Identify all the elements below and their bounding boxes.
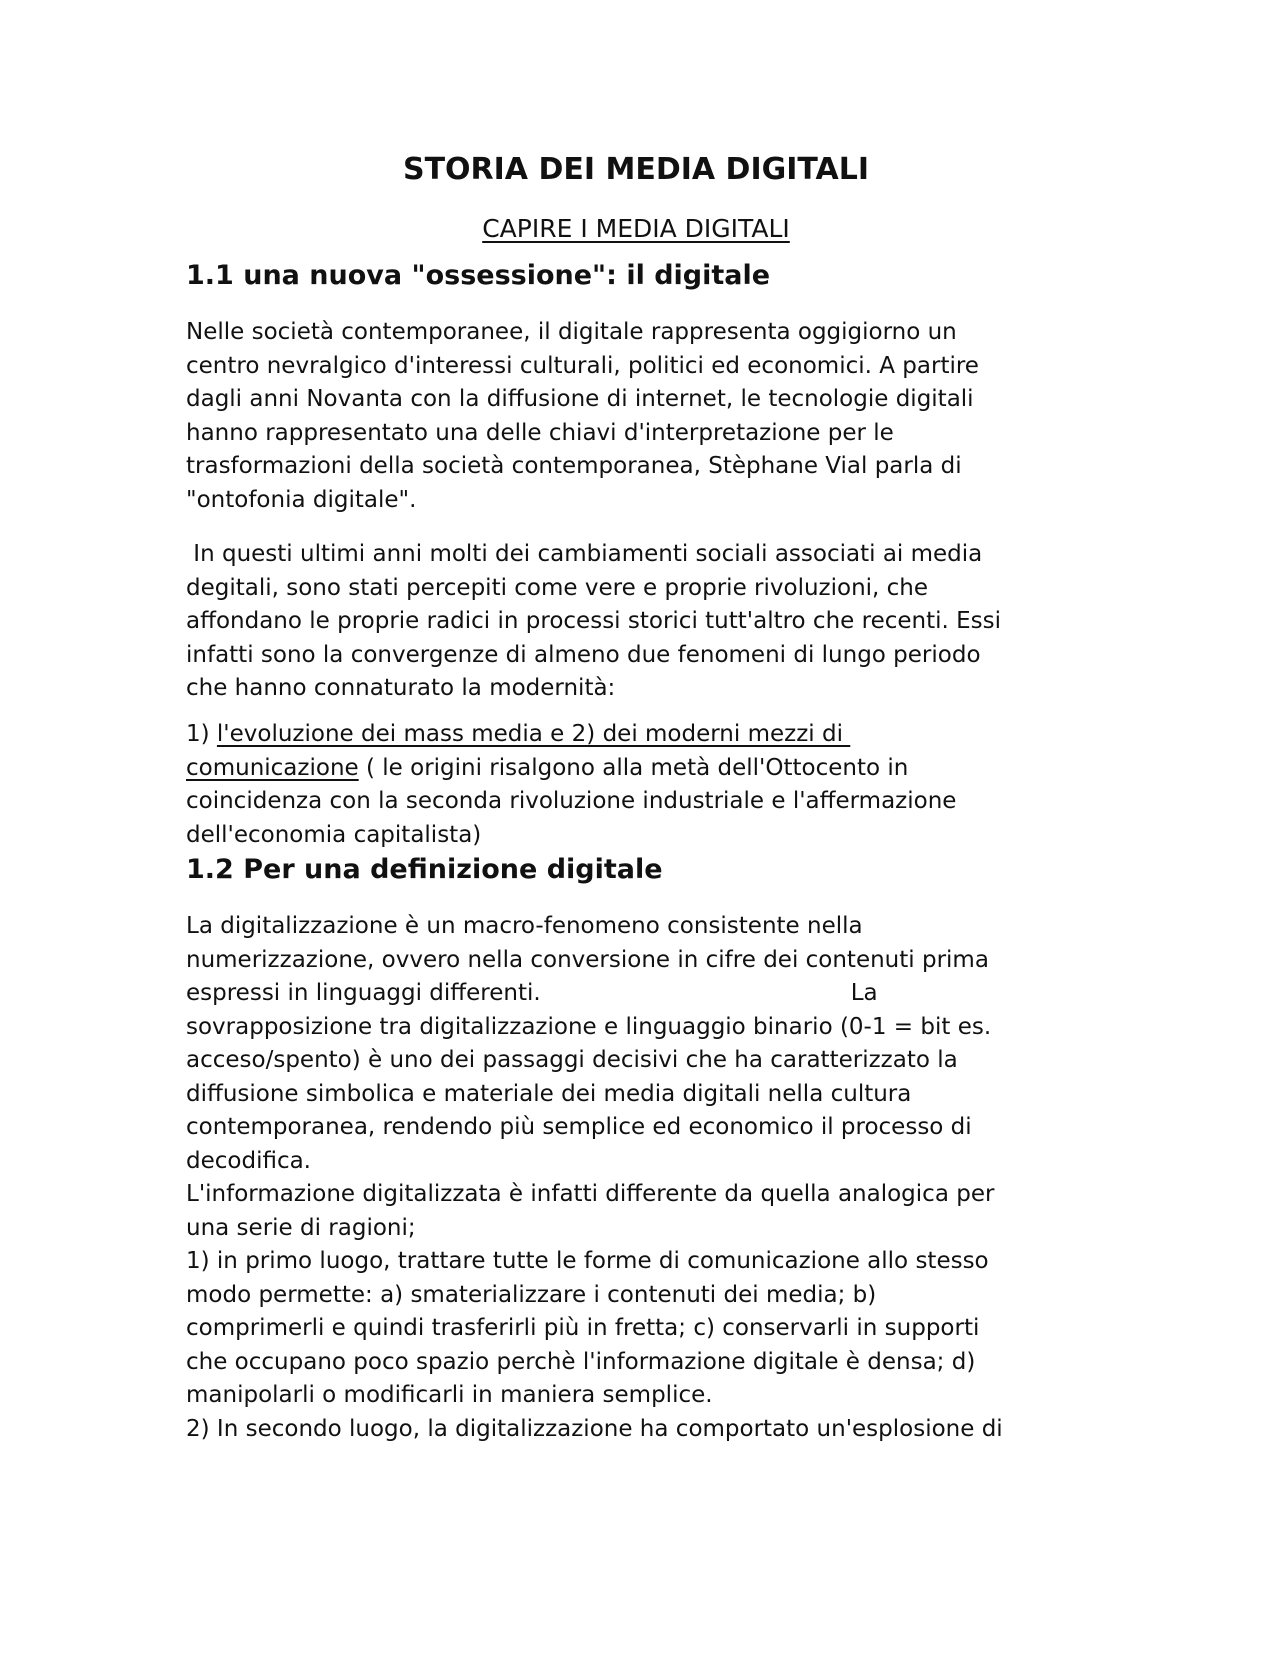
section-1-paragraph-1 xyxy=(186,316,1086,517)
text-run: ( le origini risalgono alla metà dell'Ottocento in xyxy=(358,754,909,781)
underlined-text: comunicazione xyxy=(186,754,359,781)
text-line: modo permette: a) smaterializzare i contenuti dei media; b) xyxy=(186,1281,877,1308)
text-line: 2) In secondo luogo, la digitalizzazione ha comportato un'esplosione di xyxy=(186,1415,1003,1442)
text-line: trasformazioni della società contemporanea, Stèphane Vial parla di xyxy=(186,453,962,479)
text-line: 1) in primo luogo, trattare tutte le forme di comunicazione allo stesso xyxy=(186,1248,989,1274)
text-line: Nelle società contemporanee, il digitale rappresenta oggigiorno un xyxy=(186,319,957,345)
text-line: una serie di ragioni; xyxy=(186,1214,416,1241)
text-line xyxy=(186,752,1086,786)
text-line: dagli anni Novanta con la diffusione di internet, le tecnologie digitali xyxy=(186,386,974,412)
text-line: affondano le proprie radici in processi storici tutt'altro che recenti. Essi xyxy=(186,608,1002,634)
list-prefix: 1) xyxy=(186,721,217,747)
subtitle-text: CAPIRE I MEDIA DIGITALI xyxy=(482,214,790,243)
text-line: manipolarli o modificarli in maniera semplice. xyxy=(186,1382,713,1408)
text-line: che hanno connaturato la modernità: xyxy=(186,675,616,701)
text-line: La digitalizzazione è un macro-fenomeno consistente nella xyxy=(186,913,863,939)
text-line: diffusione simbolica e materiale dei media digitali nella cultura xyxy=(186,1080,912,1107)
text-line: sovrapposizione tra digitalizzazione e linguaggio binario (0-1 = bit es. xyxy=(186,1013,992,1040)
text-line: comprimerli e quindi trasferirli più in fretta; c) conservarli in supporti xyxy=(186,1315,980,1341)
text-line xyxy=(186,977,1086,1011)
section-2-paragraph-1 xyxy=(186,910,1086,1446)
underlined-text: l'evoluzione dei mass media e 2) dei moderni mezzi di xyxy=(216,721,851,747)
text-line: dell'economia capitalista) xyxy=(186,821,482,848)
section-2-heading: 1.2 Per una definizione digitale xyxy=(186,854,663,885)
document-subtitle xyxy=(186,212,1086,246)
text-line: acceso/spento) è uno dei passaggi decisivi che ha caratterizzato la xyxy=(186,1047,958,1073)
text-line: che occupano poco spazio perchè l'informazione digitale è densa; d) xyxy=(186,1348,976,1375)
text-line: "ontofonia digitale". xyxy=(186,486,417,513)
text-line: coincidenza con la seconda rivoluzione industriale e l'affermazione xyxy=(186,788,957,814)
section-1-paragraph-3 xyxy=(186,718,1086,852)
text-line xyxy=(186,718,1086,752)
text-line: infatti sono la convergenze di almeno due fenomeni di lungo periodo xyxy=(186,641,981,668)
text-line: L'informazione digitalizzata è infatti differente da quella analogica per xyxy=(186,1181,995,1207)
document-title: STORIA DEI MEDIA DIGITALI xyxy=(402,152,870,187)
text-line: numerizzazione, ovvero nella conversione in cifre dei contenuti prima xyxy=(186,946,989,973)
text-run: espressi in linguaggi differenti. xyxy=(186,980,541,1006)
section-1-paragraph-2 xyxy=(186,538,1086,706)
text-line: In questi ultimi anni molti dei cambiamenti sociali associati ai media xyxy=(186,541,983,567)
text-line: hanno rappresentato una delle chiavi d'interpretazione per le xyxy=(186,419,894,446)
text-line: contemporanea, rendendo più semplice ed economico il processo di xyxy=(186,1114,972,1140)
text-line: decodifica. xyxy=(186,1147,311,1174)
text-run: La xyxy=(850,980,878,1006)
text-line: degitali, sono stati percepiti come vere e proprie rivoluzioni, che xyxy=(186,574,929,601)
text-line: centro nevralgico d'interessi culturali, politici ed economici. A partire xyxy=(186,352,979,379)
section-1-heading: 1.1 una nuova "ossessione": il digitale xyxy=(186,260,771,291)
